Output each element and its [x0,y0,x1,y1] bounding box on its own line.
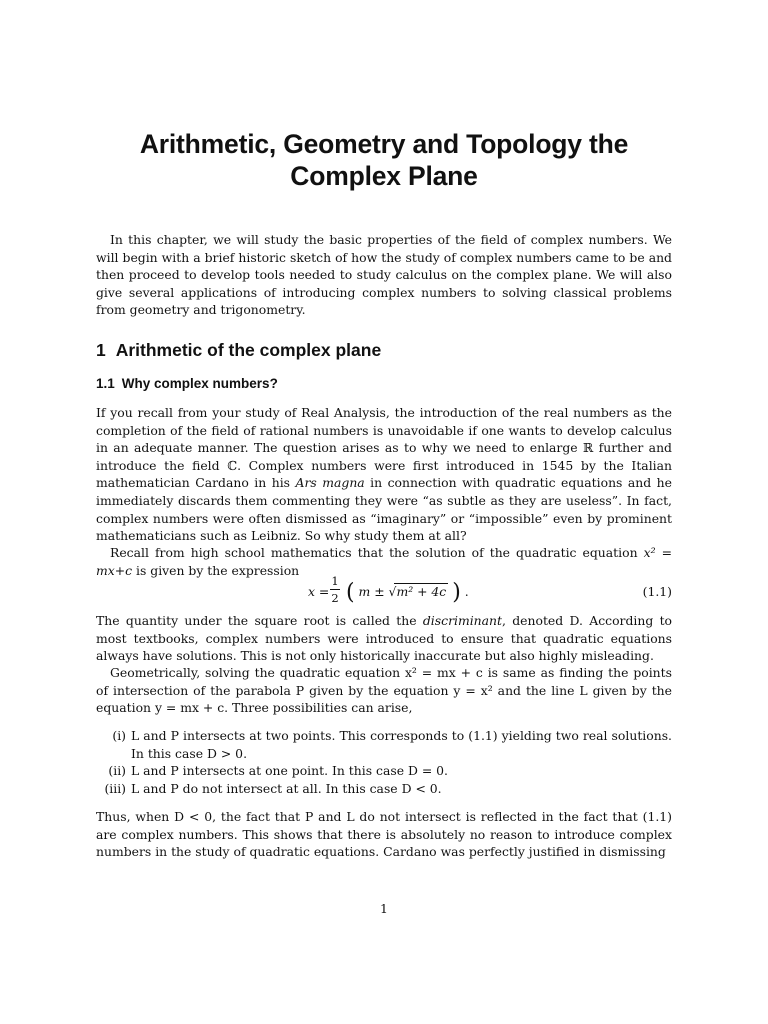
list-item-label: (iii) [104,780,126,796]
possibilities-list [96,727,672,797]
list-item [96,727,672,762]
page-number: 1 [380,901,388,916]
inline-math-quadratic: x² = mx+c [96,545,672,578]
emphasis-ars-magna: Ars magna [295,475,365,491]
section-heading [96,340,381,361]
intro-paragraph: In this chapter, we will study the basic properties of the field of complex numbers. We will begin with a brief historic sketch of how the study of complex numbers came to be and then proceed to develop tools needed to study calculus on the complex plane. We will also give several applications of introducing complex numbers to solving classical problems from geometry and trigonometry. [96,232,672,318]
list-item-text: L and P intersects at one point. In this case D = 0. [131,763,448,779]
list-item-label: (i) [112,728,126,743]
paragraph-discriminant: The quantity under the square root is called the discriminant, denoted D. According to most textbooks, complex numbers were introduced to ensure that quadratic equations always have solutions. This is not only historically inaccurate but also highly misleading. [96,613,673,664]
list-item [96,762,672,780]
paragraph-geometric: Geometrically, solving the quadratic equation x² = mx + c is same as finding the points of intersection of the parabola P given by the equation y = x² and the line L given by the equation y = mx + c. Three possibilities can arise, [96,665,672,716]
section-title: Arithmetic of the complex plane [115,340,382,360]
equation-lhs: x = [308,584,330,599]
document-page [96,0,672,1024]
fraction-numerator: 1 [331,574,339,588]
subsection-heading [96,376,278,391]
paragraph-conclusion: Thus, when D < 0, the fact that P and L do not intersect is reflected in the fact that (1.1) are complex numbers. This shows that there is absolutely no reason to introduce complex numbers in the study of quadratic equations. Cardano was perfectly justified in dismissing [96,809,672,860]
equation-body: ( m ± √m² + 4c ) . [346,580,469,605]
subsection-number: 1.1 [96,376,115,391]
list-item [96,780,672,798]
list-item-text: L and P intersects at two points. This corresponds to (1.1) yielding two real solutions. In this case D > 0. [131,728,672,761]
square-root-radicand: m² + 4c [396,584,447,599]
equation-number: (1.1) [642,584,672,599]
section-number: 1 [96,340,106,360]
list-item-text: L and P do not intersect at all. In this case D < 0. [131,780,442,796]
equation-fraction [330,574,340,605]
fraction-denominator: 2 [331,591,339,605]
paragraph-quadratic: Recall from high school mathematics that the solution of the quadratic equation x² = mx+c is given by the expression [96,545,672,578]
equation-1-1 [96,574,672,614]
paragraph-why-complex: If you recall from your study of Real Analysis, the introduction of the real numbers as the completion of the field of rational numbers is unavoidable if one wants to develop calculus in an adequate manner. The question arises as to why we need to enlarge ℝ further and introduce the field ℂ. Complex numbers were first introduced in 1545 by the Italian mathematician Cardano in his Ars magna in connection with quadratic equations and he immediately discards them commenting they were “as subtle as they are useless”. In fact, complex numbers were often dismissed as “imaginary” or “impossible” even by prominent mathematicians such as Leibniz. So why study them at all? [96,405,672,544]
fraction-bar [330,589,340,590]
emphasis-discriminant: discriminant [422,613,502,628]
list-item-label: (ii) [108,763,126,779]
subsection-title: Why complex numbers? [121,376,278,391]
document-title: Arithmetic, Geometry and Topology the Complex Plane [139,129,629,191]
